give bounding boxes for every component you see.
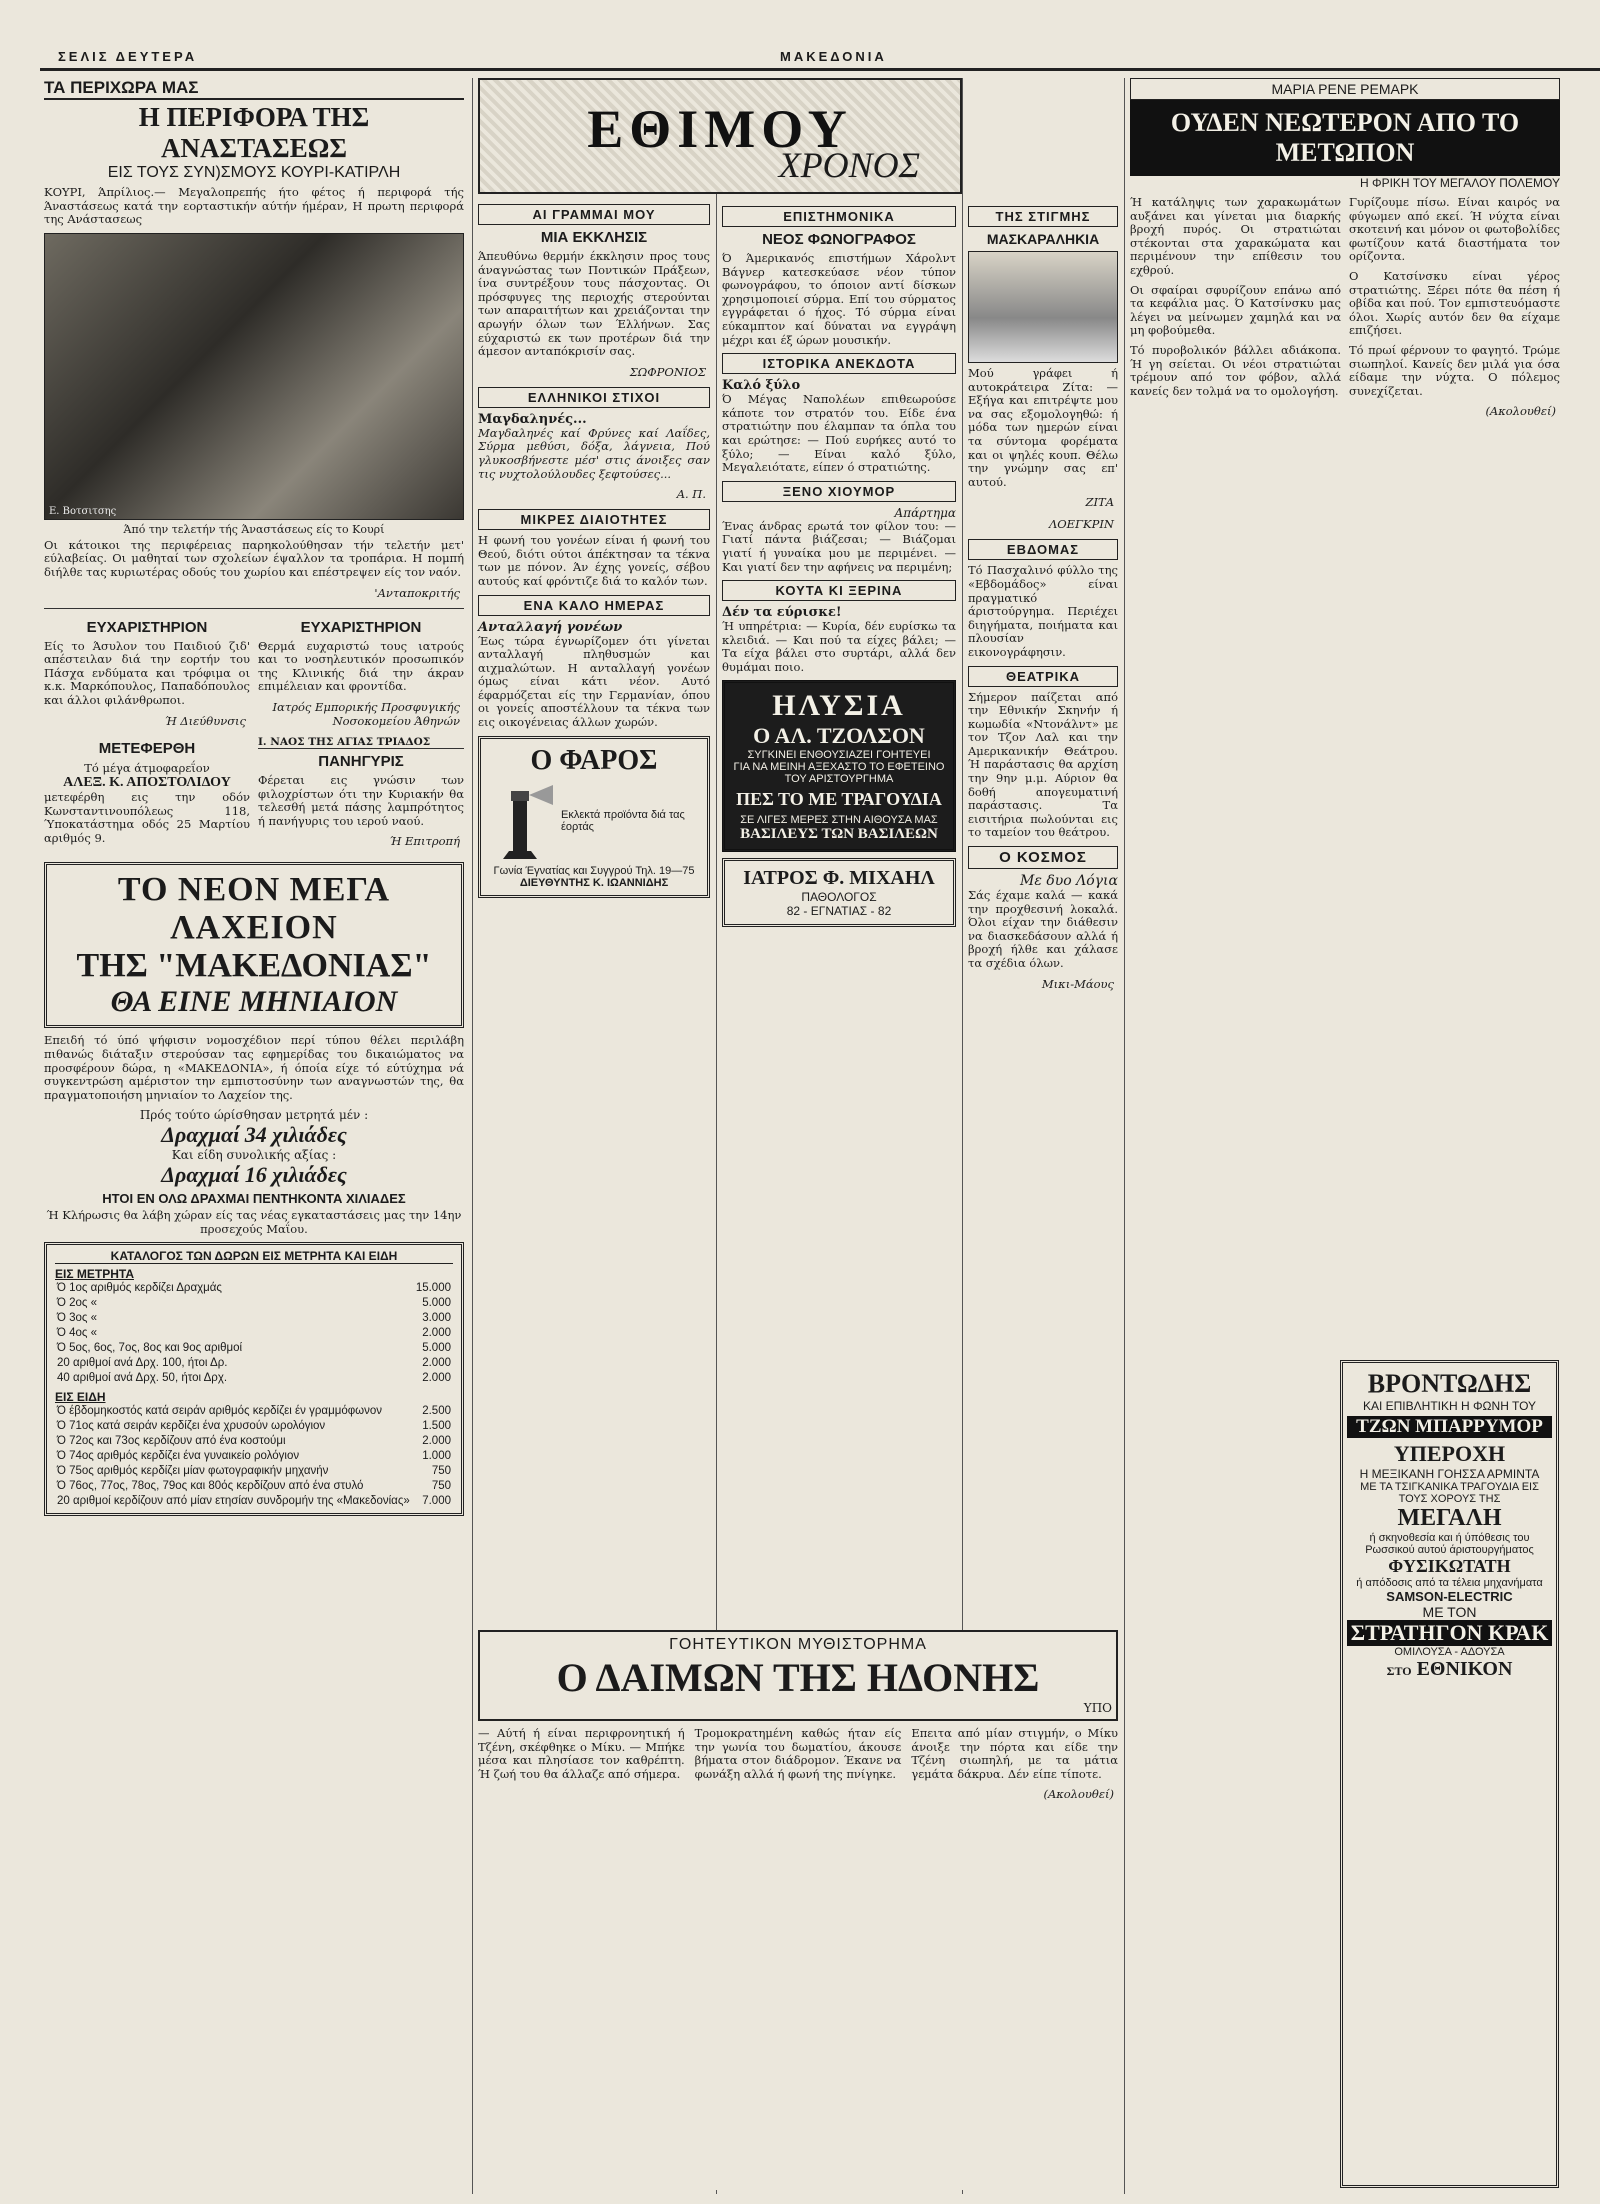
world-head: Ο ΚΟΣΜΟΣ: [968, 846, 1118, 869]
poem-signature: Α. Π.: [676, 487, 706, 502]
lottery-price-label: Πρός τούτο ώρίσθησαν μετρητά μέν :: [139, 1108, 369, 1123]
science-head: ΕΠΙΣΤΗΜΟΝΙΚΑ: [722, 206, 956, 227]
prize-label: Ό 1ος αριθμός κερδίζει Δραχμάς: [57, 1282, 222, 1295]
prize-amount: 2.000: [422, 1435, 451, 1448]
movie-line: ΥΠΕΡΟΧΗ: [1393, 1441, 1506, 1466]
prize-row: [55, 1419, 453, 1434]
kind-prizes: [55, 1404, 453, 1509]
banner-title: ΕΘΙΜΟΥ: [587, 99, 853, 159]
world-signature: Μικι-Μάους: [1041, 976, 1114, 991]
small-truths-head: ΜΙΚΡΕΣ ΔΙΑΙΟΤΗΤΕΣ: [478, 509, 710, 530]
faros-director: ΔΙΕΥΘΥΝΤΗΣ Κ. ΙΩΑΝΝΙΔΗΣ: [519, 876, 669, 889]
world-subtitle: Με δυο Λόγια: [1020, 873, 1118, 890]
prize-label: Ό 5ος, 6ος, 7ος, 8ος και 9ος αριθμοί: [57, 1342, 243, 1355]
novel-columns: [478, 1727, 1118, 1809]
photo-credit: Ε. Βοτσιτσης: [49, 505, 117, 517]
prize-amount: 5.000: [422, 1342, 451, 1355]
serial-author: ΜΑΡΙΑ ΡΕΝΕ ΡΕΜΑΡΚ: [1130, 78, 1560, 100]
prize-label: Ό 74ος αριθμός κερδίζει ένα γυναικείο ρολόγιον: [57, 1450, 300, 1463]
cinema-film: ΠΕΣ ΤΟ ΜΕ ΤΡΑΓΟΥΔΙΑ: [736, 789, 942, 810]
prize-row: [55, 1434, 453, 1449]
lighthouse-icon: [485, 781, 555, 861]
prize-amount: 2.500: [422, 1405, 451, 1418]
doctor-ad: [722, 858, 956, 927]
moved-title: ΜΕΤΕΦΕΡΘΗ: [98, 739, 196, 757]
good-day-text: Έως τώρα έγνωρίζομεν ότι γίνεται ανταλλαγή πληθυσμών και αιχμαλώτων. Η ανταλλαγή γονέων όμως είναι κάτι νέον. Αυτό έφαρμόζεται είς την Γερμανίαν, όπου οι γονείς αποστέλλουν τα τέκνα των εις οικογένειας άλλων χωρών.: [478, 633, 710, 730]
article-lead: ΚΟΥΡΙ, Άπρίλιος.— Μεγαλοπρεπής ήτο φέτος ή περιφορά τής Άναστάσεως κατά την εορταστικήν αύτήν ήμέραν, Η πρωτη περιφορά της Ανάστασεως: [44, 185, 464, 227]
movie-line: ΜΕ ΤΑ ΤΣΙΓΚΑΝΙΚΑ ΤΡΑΓΟΥΔΙΑ ΕΙΣ ΤΟΥΣ ΧΟΡΟΥΣ ΤΗΣ: [1360, 1481, 1539, 1505]
doctor-specialty: ΠΑΘΟΛΟΓΟΣ: [801, 890, 877, 905]
column-divider: [1124, 78, 1125, 2194]
movie-line: ή σκηνοθεσία και ή ύπόθεσις του Ρωσσικού αυτού άριστουργήματος: [1365, 1532, 1534, 1556]
serial-text: Ο Κατσίνσκυ είναι γέρος στρατιώτης. Ξέρει πότε θα πέση ή οβίδα και πού. Τον εμπιστευόμαστε όλοι. Χωρίς αυτόν δεν θα είχαμε επιζήσει.: [1349, 268, 1560, 338]
paper-name: ΜΑΚΕΔΟΝΙΑ: [780, 49, 887, 64]
history-title: Καλό ξύλο: [722, 378, 801, 394]
theatre-text: Σήμερον παίζεται από την Εθνικήν Σκηνήν ή κωμωδία «Ντονάλντ» με τον Τζον Λαλ και την Αμερικανικήν Θεάτρου. Ή παράστασις θα αρχίση την 9ην μ.μ. Αύριον θα δοθή απογευματινή παράστασις. Τα εισιτήρια πωλούνται εις το ταμείον του θεάτρου.: [968, 689, 1118, 840]
cinema-line: ΣΥΓΚΙΝΕΙ ΕΝΘΟΥΣΙΑΖΕΙ ΓΟΗΤΕΥΕΙ: [747, 749, 931, 762]
cinema-line: ΣΕ ΛΙΓΕΣ ΜΕΡΕΣ ΣΤΗΝ ΑΙΘΟΥΣΑ ΜΑΣ: [740, 814, 938, 827]
moved-address: μετεφέρθη εις την οδόν Κωνσταντινουπόλεως 118, Ύποκατάστημα οδός 25 Μαρτίου αριθμός 9.: [44, 789, 250, 845]
prize-list: [44, 1242, 464, 1516]
notice-title: ΕΥΧΑΡΙΣΤΗΡΙΟΝ: [86, 618, 208, 636]
movie-title: ΣΤΡΑΤΗΓΟΝ ΚΡΑΚ: [1347, 1620, 1552, 1646]
serial-columns: [1130, 196, 1560, 426]
notice-signature: Ή Διεύθυνσις: [164, 713, 246, 728]
doctor-address: 82 - ΕΓΝΑΤΙΑΣ - 82: [786, 904, 892, 919]
prize-label: 20 αριθμοί κερδίζουν από μίαν ετησίαν συνδρομήν της «Μακεδονίας»: [57, 1495, 410, 1508]
doctor-name: ΙΑΤΡΟΣ Φ. ΜΙΧΑΗΛ: [743, 867, 935, 890]
banner-subtitle: ΧΡΟΝΟΣ: [778, 145, 920, 185]
column-divider: [472, 78, 473, 2194]
novel-text: — Αύτή ή είναι περιφρονητική ή Τζένη, σκέφθηκε ο Μίκυ. — Μπήκε μέσα και πλησίασε τον καθρέπτη. Ή ζωή του θα άλλαζε από σήμερα.: [478, 1726, 685, 1781]
prize-row: [55, 1296, 453, 1311]
prize-label: Ό 3ος «: [57, 1312, 98, 1325]
article-body: Οι κάτοικοι της περιφέρειας παρηκολούθησαν τήν τελετήν μετ' εύλαβείας. Οι μαθηταί των σχολείων έψαλλον τα τροπάρια. Η πομπή διήλθε τας κυριωτέρας οδούς του χωρίου και επέστρεψεν είς τον ναόν.: [44, 537, 464, 579]
lottery-ad: [44, 862, 464, 1028]
prize-amount: 750: [431, 1480, 451, 1493]
article-title: Η ΠΕΡΙΦΟΡΑ ΤΗΣ ΑΝΑΣΤΑΣΕΩΣ: [138, 102, 370, 163]
letter-signature: ΣΩΦΡΟΝΙΟΣ: [629, 364, 706, 379]
cinema-star: Ο ΑΛ. ΤΖΟΛΣΟΝ: [753, 723, 925, 749]
movie-line: ΦΥΣΙΚΩΤΑΤΗ: [1388, 1556, 1511, 1576]
novel-text: Τρομοκρατημένη καθώς ήταν είς την γωνία του δωματίου, άκουσε βήματα στον διάδρομον. Έκανε να φωνάξη αλλά ή φωνή της πνίγηκε.: [694, 1726, 902, 1781]
lottery-cash: Δραχμαί 34 χιλιάδες: [161, 1122, 347, 1148]
humor-text: Ένας άνδρας ερωτά τον φίλον του: — Γιατί πάντα βιάζεσαι; — Βιάζομαι γιατί ή γυναίκα μου με περιμένει. — Και γιατί δεν την αφήνεις να περιμένη;: [722, 518, 956, 574]
photo-caption: Άπό την τελετήν τής Άναστάσεως είς το Κουρί: [123, 522, 385, 536]
history-text: Ό Μέγας Ναπολέων επιθεωρούσε κάποτε τον στρατόν του. Είδε ένα στρατιώτην που έλαμπαν τα όπλα του και ερώτησε: — Πού ευρήκες αυτό το ξύλο; — Είναι καλό ξύλο, Μεγαλειότατε, είπεν ό στρατιώτης.: [722, 392, 956, 475]
serial-text: Οι σφαίραι σφυρίζουν επάνω από τα κεφάλια μας. Ό Κατσίνσκυ μας λέγει να μείνωμεν χαμηλά και να μη φοβούμεθα.: [1130, 282, 1341, 338]
notice-signature: Ιατρός Εμπορικής Προσφυγικής Νοσοκομείου Άθηνών: [272, 699, 460, 728]
article-signature: 'Ανταποκριτής: [374, 585, 460, 600]
good-day-head: ΕΝΑ ΚΑΛΟ ΗΜΕΡΑΣ: [478, 595, 710, 616]
masthead-line: [40, 46, 1600, 71]
prize-row: [55, 1281, 453, 1296]
prize-label: 40 αριθμοί ανά Δρχ. 50, ήτοι Δρχ.: [57, 1372, 228, 1385]
serial-subtitle: Η ΦΡΙΚΗ ΤΟΥ ΜΕΓΑΛΟΥ ΠΟΛΕΜΟΥ: [1360, 176, 1560, 190]
movie-star: ΤΖΩΝ ΜΠΑΡΡΥΜΟΡ: [1347, 1416, 1552, 1438]
lottery-title: ΤΟ ΝΕΟΝ ΜΕΓΑ ΛΑΧΕΙΟΝ: [117, 871, 391, 947]
movie-venue-prefix: ΣΤΟ: [1386, 1664, 1412, 1678]
moment-head: ΤΗΣ ΣΤΙΓΜΗΣ: [968, 206, 1118, 227]
kind-title: ΕΙΣ ΕΙΔΗ: [55, 1390, 106, 1405]
prize-row: [55, 1326, 453, 1341]
serial-text: Γυρίζουμε πίσω. Είναι καιρός να φύγωμεν από εκεί. Ή νύχτα είναι σκοτεινή και μόνον οι φωτοβολίδες φωτίζουν κατά διαστήματα τον ορίζοντα.: [1349, 195, 1560, 264]
prize-amount: 2.000: [422, 1372, 451, 1385]
movie-adjective: ΒΡΟΝΤΩΔΗΣ: [1367, 1369, 1532, 1398]
prize-amount: 750: [431, 1465, 451, 1478]
news-photo: [44, 233, 464, 520]
prize-row: [55, 1311, 453, 1326]
letter-title: ΜΙΑ ΕΚΚΛΗΣΙΣ: [540, 229, 648, 246]
novel-header: [478, 1630, 1118, 1721]
lottery-body: Επειδή τό ύπό ψήφισιν νομοσχέδιον περί τύπου θέλει περιλάβη πιθανώς διάταξιν στερούσαν τας εφημερίδας του δικαιώματος να προσφέρουν δώρα, η «ΜΑΚΕΔΟΝΙΑ», ή όποία είχε τό εύτύχημα νά συγκεντρώση αμέριστον την εμπιστοσύνην των αναγνωστών της, θα πραγματοποιήση μηνιαίον το Λαχείον της.: [44, 1033, 464, 1102]
movie-line: ΚΑΙ ΕΠΙΒΛΗΤΙΚΗ Η ΦΩΝΗ ΤΟΥ: [1362, 1399, 1537, 1413]
portrait-drawing: [968, 251, 1118, 363]
prize-amount: 7.000: [422, 1495, 451, 1508]
prize-row: [55, 1479, 453, 1494]
serial-text: Ή κατάληψις των χαρακωμάτων αυξάνει και γίνεται μια διαρκής βροχή πυρός. Οι στρατιώται στέκονται στα χαρακώματα και περιμένουν την επίθεσιν του εχθρού.: [1130, 195, 1341, 277]
prize-label: Ό 4ος «: [57, 1327, 98, 1340]
novel-author-label: ΥΠΟ: [1083, 1701, 1112, 1715]
column-head: ΑΙ ΓΡΑΜΜΑΙ ΜΟΥ: [478, 204, 710, 225]
movie-line: Η ΜΕΞΙΚΑΝΗ ΓΟΗΣΣΑ ΑΡΜΙΝΤΑ: [1359, 1467, 1540, 1481]
prize-label: Ό 72ος και 73ος κερδίζουν από ένα κοστούμι: [57, 1435, 286, 1448]
movie-line: SAMSON-ELECTRIC: [1386, 1589, 1513, 1604]
weekly-text: Τό Πασχαλινό φύλλο της «Εβδομάδος» είναι πραγματικό άριστούργημα. Περιέχει διηγήματα, ποιήματα και πλουσίαν εικονογράφησιν.: [968, 563, 1118, 659]
section-title: ΤΑ ΠΕΡΙΧΩΡΑ ΜΑΣ: [44, 78, 464, 100]
prize-amount: 1.000: [422, 1450, 451, 1463]
faros-text: Εκλεκτά προϊόντα διά τας έορτάς: [561, 808, 685, 833]
notices-row-2: [44, 736, 464, 856]
prize-amount: 3.000: [422, 1312, 451, 1325]
prize-label: Ό 2ος «: [57, 1297, 98, 1310]
poems-head: ΕΛΛΗΝΙΚΟΙ ΣΤΙΧΟΙ: [478, 387, 710, 408]
humor-title: Απάρτημα: [894, 505, 956, 520]
notice-title: ΕΥΧΑΡΙΣΤΗΡΙΟΝ: [300, 618, 422, 636]
moved-text: Τό μέγα άτμοφαρεΐον: [84, 760, 210, 775]
prize-label: Ό 71ος κατά σειράν κερδίζει ένα χρυσούν ωρολόγιον: [57, 1420, 326, 1433]
prize-amount: 1.500: [422, 1420, 451, 1433]
jokes-head: ΚΟΥΤΑ ΚΙ ΞΕΡΙΝΑ: [722, 580, 956, 601]
cinema-ad: [722, 680, 956, 852]
prize-row: [55, 1371, 453, 1386]
small-truths-text: Η φωνή του γονέων είναι ή φωνή του Θεού, διότι ούτοι άπέκτησαν τα τέκνα των με πόνον. Άν έχης γονείς, σέβου αυτούς καί φρόντιζε διά το καλόν των.: [478, 533, 710, 588]
jokes-title: Δέν τα εύρισκε!: [722, 605, 842, 621]
cinema-name: ΗΛΥΣΙΑ: [772, 689, 906, 723]
novel-text: Επειτα από μίαν στιγμήν, ο Μίκυ άνοιξε την πόρτα και είδε την Τζένη σιωπηλή, με τα μάτια γεμάτα δάκρυα. Δέν είπε τίποτε.: [911, 1726, 1119, 1781]
notice-text: Θερμά ευχαριστώ τους ιατρούς και το νοσηλευτικόν προσωπικόν της Κλινικής διά την άκραν επιμέλειαν και φροντίδα.: [258, 638, 464, 694]
serial-text: Τό πρωί φέρνουν το φαγητό. Τρώμε σιωπηλοί. Κανείς δεν μιλά για όσα είδαμε την νύχτα. Ο πόλεμος συνεχίζεται.: [1349, 342, 1560, 398]
poem-title: Μαγδαληνές...: [478, 411, 587, 427]
prize-label: Ό 75ος αριθμός κερδίζει μίαν φωτογραφικήν μηχανήν: [57, 1465, 329, 1478]
column-5: [1130, 78, 1560, 2194]
cinema-line: ΒΑΣΙΛΕΥΣ ΤΩΝ ΒΑΣΙΛΕΩΝ: [740, 826, 938, 843]
prize-list-title: ΚΑΤΑΛΟΓΟΣ ΤΩΝ ΔΩΡΩΝ ΕΙΣ ΜΕΤΡΗΤΑ ΚΑΙ ΕΙΔΗ: [55, 1249, 453, 1264]
novel-kind: ΓΟΗΤΕΥΤΙΚΟΝ ΜΥΘΙΣΤΟΡΗΜΑ: [669, 1636, 927, 1653]
serial-text: Τό πυροβολικόν βάλλει αδιάκοπα. Ή γη σείεται. Οι νέοι στρατιώται τρέμουν από τον φόβον, αλλά κανείς δεν τολμά να το ομολογήση.: [1130, 342, 1341, 398]
prize-row: [55, 1404, 453, 1419]
cinema-line: ΓΙΑ ΝΑ ΜΕΙΝΗ ΑΞΕΧΑΣΤΟ ΤΟ ΕΦΕΤΕΙΝΟ ΤΟΥ ΑΡΙΣΤΟΥΡΓΗΜΑ: [733, 761, 945, 786]
prize-label: 20 αριθμοί ανά Δρχ. 100, ήτοι Δρ.: [57, 1357, 228, 1370]
article-subtitle: ΕΙΣ ΤΟΥΣ ΣΥΝ)ΣΜΟΥΣ ΚΟΥΡΙ-ΚΑΤΙΡΛΗ: [107, 164, 401, 181]
moment-title: ΜΑΣΚΑΡΑΛΗΚΙΑ: [986, 231, 1100, 247]
lottery-kind-label: Και είδη συνολικής αξίας :: [171, 1148, 337, 1163]
banner: [478, 78, 962, 194]
prize-amount: 2.000: [422, 1357, 451, 1370]
serial-continued: (Ακολουθεί): [1485, 404, 1556, 419]
novel-section: [478, 1630, 1118, 2190]
notices-row: [44, 615, 464, 736]
prize-label: Ό 76ος, 77ος, 78ος, 79ος και 80ός κερδίζουν από ένα στυλό: [57, 1480, 364, 1493]
history-head: ΙΣΤΟΡΙΚΑ ΑΝΕΚΔΟΤΑ: [722, 353, 956, 374]
movie-ad: [1340, 1360, 1559, 2188]
moment-signature: ΛΟΕΓΚΡΙΝ: [1048, 517, 1114, 532]
movie-line: ή απόδοσις από τα τέλεια μηχανήματα: [1356, 1577, 1543, 1589]
moved-name: ΑΛΕΞ. Κ. ΑΠΟΣΤΟΛΙΔΟΥ: [63, 774, 231, 790]
movie-line: ΜΕ ΤΟΝ: [1422, 1604, 1477, 1620]
festival-signature: Ή Επιτροπή: [389, 834, 460, 849]
movie-venue: ΕΘΝΙΚΟΝ: [1416, 1658, 1513, 1680]
humor-head: ΞΕΝΟ ΧΙΟΥΜΟΡ: [722, 481, 956, 502]
faros-ad: [478, 736, 710, 898]
weekly-head: ΕΒΔΟΜΑΣ: [968, 539, 1118, 560]
faros-address: Γωνία Έγνατίας και Συγγρού Τηλ. 19—75: [493, 864, 695, 877]
serial-title: ΟΥΔΕΝ ΝΕΩΤΕΡΟΝ ΑΠΟ ΤΟ ΜΕΤΩΠΟΝ: [1130, 100, 1560, 176]
prize-row: [55, 1449, 453, 1464]
jokes-text: Ή υπηρέτρια: — Κυρία, δέν ευρίσκω τα κλειδιά. — Και πού τα είχες βάλει; — Τα είχα βάλει στο συρτάρι, αλλά δεν θυμάμαι ποιο.: [722, 619, 956, 674]
prize-amount: 15.000: [415, 1282, 451, 1295]
festival-text: Φέρεται εις γνώσιν των φιλοχρίστων ότι την Κυριακήν θα τελεσθή μετά πάσης λαμπρότητος ή πανήγυρις του ιερού ναού.: [258, 772, 464, 828]
poem-text: Μαγδαληνές καί Φρύνες καί Λαΐδες, Σύρμα μεθύσι, δόξα, λάγνεια, Πού γλυκοσβήνεστε μέσ' στις άνοιξες σαν τις νυχτολούλουδες ξεφτούσες...: [478, 425, 710, 481]
movie-line: ΜΕΓΑΛΗ: [1397, 1505, 1502, 1531]
cash-title: ΕΙΣ ΜΕΤΡΗΤΑ: [55, 1267, 134, 1282]
prize-row: [55, 1464, 453, 1479]
column-1: [44, 78, 464, 2194]
prize-row: [55, 1356, 453, 1371]
page-label: ΣΕΛΙΣ ΔΕΥΤΕΡΑ: [58, 49, 198, 64]
novel-continued: (Ακολουθεί): [1043, 1787, 1115, 1802]
moment-author: ΖΙΤΑ: [1085, 495, 1114, 510]
lottery-draw: Ή Κλήρωσις θα λάβη χώραν είς τας νέας εγκαταστάσεις μας την 14ην προσεχούς Μαΐου.: [46, 1208, 462, 1236]
faros-title: Ο ΦΑΡΟΣ: [530, 744, 658, 776]
prize-amount: 2.000: [422, 1327, 451, 1340]
science-title: ΝΕΟΣ ΦΩΝΟΓΡΑΦΟΣ: [762, 231, 916, 248]
novel-title: Ο ΔΑΙΜΩΝ ΤΗΣ ΗΔΟΝΗΣ: [556, 1655, 1040, 1700]
moment-text: Μού γράφει ή αυτοκράτειρα Ζίτα: — Εξήγα και επιτρέψτε μου να σας εξομολογηθώ: ή μόδα των ημερών είναι τα σύντομα φορέματα και οι ψηλές κουπ. Θέλω την γνώμην σας επ' αυτού.: [968, 366, 1118, 489]
lottery-kind: Δραχμαί 16 χιλιάδες: [161, 1162, 347, 1188]
prize-label: Ό έβδομηκοστός κατά σειράν αριθμός κερδίζει έν γραμμόφωνον: [57, 1405, 383, 1418]
theatre-head: ΘΕΑΤΡΙΚΑ: [968, 666, 1118, 687]
lottery-total: ΗΤΟΙ ΕΝ ΟΛΩ ΔΡΑΧΜΑΙ ΠΕΝΤΗΚΟΝΤΑ ΧΙΛΙΑΔΕΣ: [102, 1191, 406, 1207]
prize-row: [55, 1494, 453, 1509]
cash-prizes: [55, 1281, 453, 1386]
good-day-title: Ανταλλαγή γονέων: [478, 619, 623, 635]
lottery-title-2: ΤΗΣ "ΜΑΚΕΔΟΝΙΑΣ": [76, 947, 432, 985]
prize-amount: 5.000: [422, 1297, 451, 1310]
festival-title: ΠΑΝΗΓΥΡΙΣ: [318, 752, 404, 770]
letter-text: Άπευθύνω θερμήν έκκλησιν προς τους άναγνώστας των Ποντικών Πράξεων, ίνα συντρέξουν τους πάσχοντας. Οι πρόσφυγες της περιοχής στερούνται των απαραιτήτων και χρειάζονται την αρωγήν όλων των Έλλήνων. Σας εύχαριστώ εκ των προτέρων διά την άμεσον ανταπόκρισίν σας.: [478, 249, 710, 359]
notice-text: Είς το Άσυλον του Παιδιού ζιδ' απέστειλαν διά την εορτήν του Πάσχα ενδύματα και τρόφιμα οι κ.κ. Μαρκόπουλος, Παπαδόπουλος και άλλοι φιλάνθρωποι.: [44, 638, 250, 707]
science-text: Ό Άμερικανός επιστήμων Χάρολντ Βάγνερ κατεσκεύασε νέον τύπον φωνογράφου, το όποιον αντί δίσκων χρησιμοποιεί σύρμα. Επί του σύρματος εγγράφεται ό ήχος. Τό σύρμα είναι εύκαμπτον καί δύναται να εγγράψη μέχρι και έξ ώρων μουσικήν.: [722, 251, 956, 347]
lottery-title-3: ΘΑ ΕΙΝΕ ΜΗΝΙΑΙΟΝ: [110, 985, 398, 1019]
movie-line: ΟΜΙΛΟΥΣΑ - ΑΔΟΥΣΑ: [1394, 1646, 1505, 1658]
world-text: Σάς έχαμε καλά — κακά την προχθεσινή λοκαλά. Όλοι είχαν την διάθεσιν να διασκεδάσουν αλλά ή βροχή ήλθε και χάλασε τα σχέδια όλων.: [968, 888, 1118, 970]
prize-row: [55, 1341, 453, 1356]
church-note: Ι. ΝΑΟΣ ΤΗΣ ΑΓΙΑΣ ΤΡΙΑΔΟΣ: [258, 736, 464, 749]
